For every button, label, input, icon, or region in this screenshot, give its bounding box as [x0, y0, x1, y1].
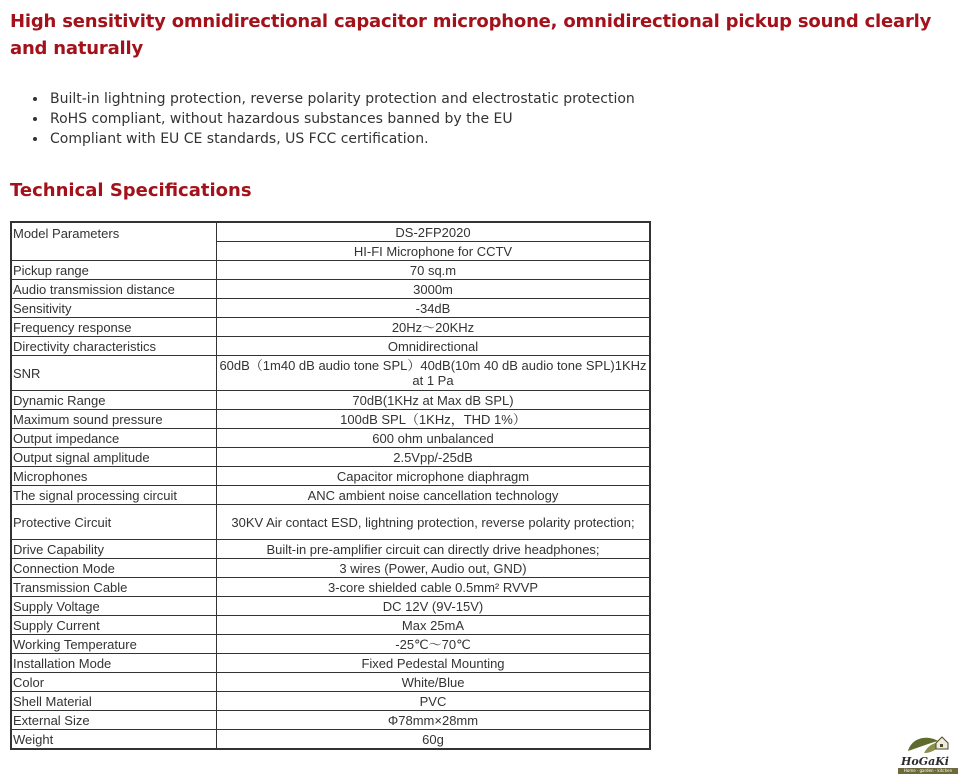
label-text: Model Parameters: [13, 226, 120, 241]
spec-label: The signal processing circuit: [11, 486, 217, 505]
product-headline: High sensitivity omnidirectional capacitor microphone, omnidirectional pickup sound clearly and naturally: [10, 11, 932, 59]
spec-label: Drive Capability: [11, 540, 217, 559]
spec-value: PVC: [217, 692, 651, 711]
spec-label: Directivity characteristics: [11, 337, 217, 356]
table-row: [11, 299, 650, 318]
spec-value-model: DS-2FP2020: [217, 222, 651, 242]
spec-value: -34dB: [217, 299, 651, 318]
spec-value: Capacitor microphone diaphragm: [217, 467, 651, 486]
table-row: [11, 597, 650, 616]
table-row: [11, 356, 650, 391]
spec-value: 20Hz～20KHz: [217, 318, 651, 337]
table-row: [11, 692, 650, 711]
spec-label: Protective Circuit: [11, 505, 217, 540]
feature-list: [30, 89, 635, 149]
table-row: [11, 505, 650, 540]
spec-value: Omnidirectional: [217, 337, 651, 356]
table-row: [11, 222, 650, 242]
spec-value: DC 12V (9V-15V): [217, 597, 651, 616]
feature-item: • Built-in lightning protection, reverse polarity protection and electrostatic protection: [48, 89, 635, 109]
spec-value: Fixed Pedestal Mounting: [217, 654, 651, 673]
table-row: [11, 337, 650, 356]
spec-label: Audio transmission distance: [11, 280, 217, 299]
spec-value: Max 25mA: [217, 616, 651, 635]
feature-item: • RoHS compliant, without hazardous substances banned by the EU: [48, 109, 635, 129]
spec-label: Weight: [11, 730, 217, 750]
spec-label: Microphones: [11, 467, 217, 486]
table-row: [11, 635, 650, 654]
table-row: [11, 448, 650, 467]
spec-value: 30KV Air contact ESD, lightning protection, reverse polarity protection;: [217, 505, 651, 540]
spec-value: -25℃～70℃: [217, 635, 651, 654]
spec-value: 3000m: [217, 280, 651, 299]
table-row: [11, 261, 650, 280]
table-row: [11, 559, 650, 578]
spec-label: Output signal amplitude: [11, 448, 217, 467]
spec-value: 100dB SPL（1KHz，THD 1%）: [217, 410, 651, 429]
spec-value-parameters: HI-FI Microphone for CCTV: [217, 242, 651, 261]
logo-tagline: Home · garden · kitchen: [898, 768, 958, 774]
table-row: [11, 410, 650, 429]
spec-value: 70 sq.m: [217, 261, 651, 280]
table-row: [11, 486, 650, 505]
spec-value: 60g: [217, 730, 651, 750]
spec-label: External Size: [11, 711, 217, 730]
spec-label: Pickup range: [11, 261, 217, 280]
spec-label: Connection Mode: [11, 559, 217, 578]
table-row: [11, 616, 650, 635]
table-row: [11, 673, 650, 692]
spec-label: Shell Material: [11, 692, 217, 711]
spec-label: Maximum sound pressure: [11, 410, 217, 429]
spec-value: 3-core shielded cable 0.5mm² RVVP: [217, 578, 651, 597]
spec-label: SNR: [11, 356, 217, 391]
table-row: [11, 540, 650, 559]
spec-value: 600 ohm unbalanced: [217, 429, 651, 448]
feature-item: • Compliant with EU CE standards, US FCC certification.: [48, 129, 635, 149]
table-row: [11, 654, 650, 673]
spec-label: Dynamic Range: [11, 391, 217, 410]
spec-value: ANC ambient noise cancellation technology: [217, 486, 651, 505]
table-row: [11, 280, 650, 299]
table-row: [11, 711, 650, 730]
spec-label: Color: [11, 673, 217, 692]
spec-value: 70dB(1KHz at Max dB SPL): [217, 391, 651, 410]
brand-logo: [898, 729, 958, 775]
spec-label-model-parameters: [11, 222, 217, 261]
spec-value: 2.5Vpp/-25dB: [217, 448, 651, 467]
spec-label: Supply Current: [11, 616, 217, 635]
logo-name: HoGaKi: [901, 755, 949, 768]
spec-label: Sensitivity: [11, 299, 217, 318]
table-row: [11, 318, 650, 337]
spec-value: 60dB（1m40 dB audio tone SPL）40dB(10m 40 dB audio tone SPL)1KHz at 1 Pa: [217, 356, 651, 391]
spec-heading: Technical Specifications: [10, 180, 252, 201]
spec-label: Transmission Cable: [11, 578, 217, 597]
spec-table: [10, 221, 651, 750]
table-row: [11, 391, 650, 410]
spec-label: Supply Voltage: [11, 597, 217, 616]
table-row: [11, 467, 650, 486]
spec-label: Output impedance: [11, 429, 217, 448]
spec-value: Φ78mm×28mm: [217, 711, 651, 730]
spec-label: Frequency response: [11, 318, 217, 337]
spec-value: White/Blue: [217, 673, 651, 692]
spec-label: Working Temperature: [11, 635, 217, 654]
spec-label: Installation Mode: [11, 654, 217, 673]
spec-value: 3 wires (Power, Audio out, GND): [217, 559, 651, 578]
table-row: [11, 578, 650, 597]
spec-value: Built-in pre-amplifier circuit can directly drive headphones;: [217, 540, 651, 559]
table-row: [11, 730, 650, 750]
table-row: [11, 429, 650, 448]
